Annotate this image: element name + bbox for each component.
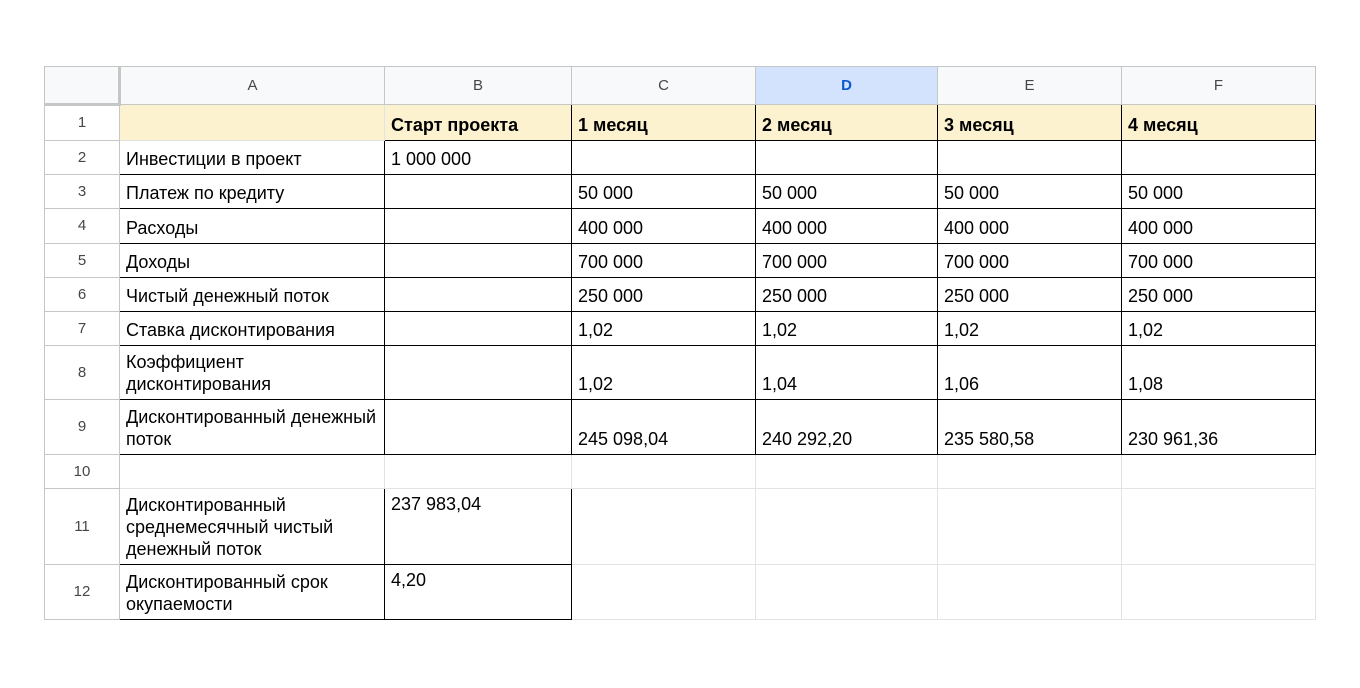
- column-header-b[interactable]: B: [385, 67, 572, 105]
- table-row: [45, 244, 1316, 278]
- cell-d2[interactable]: [756, 141, 938, 175]
- cell-b12[interactable]: 4,20: [385, 565, 572, 620]
- cell-e6[interactable]: 250 000: [938, 278, 1122, 312]
- cell-d7[interactable]: 1,02: [756, 312, 938, 346]
- cell-b6[interactable]: [385, 278, 572, 312]
- cell-e12[interactable]: [938, 565, 1122, 620]
- row-header[interactable]: 3: [45, 175, 120, 209]
- row-header[interactable]: 5: [45, 244, 120, 278]
- cell-d5[interactable]: 700 000: [756, 244, 938, 278]
- row-header[interactable]: 4: [45, 209, 120, 244]
- cell-a8[interactable]: Коэффициент дисконтирования: [120, 346, 385, 400]
- table-row: [45, 209, 1316, 244]
- cell-c12[interactable]: [572, 565, 756, 620]
- cell-a9[interactable]: Дисконтированный денежный поток: [120, 400, 385, 455]
- cell-d10[interactable]: [756, 455, 938, 489]
- cell-f12[interactable]: [1122, 565, 1316, 620]
- cell-d4[interactable]: 400 000: [756, 209, 938, 244]
- cell-c2[interactable]: [572, 141, 756, 175]
- cell-a6[interactable]: Чистый денежный поток: [120, 278, 385, 312]
- cell-b5[interactable]: [385, 244, 572, 278]
- cell-a10[interactable]: [120, 455, 385, 489]
- cell-c7[interactable]: 1,02: [572, 312, 756, 346]
- row-header[interactable]: 6: [45, 278, 120, 312]
- cell-e10[interactable]: [938, 455, 1122, 489]
- cell-f9[interactable]: 230 961,36: [1122, 400, 1316, 455]
- cell-b10[interactable]: [385, 455, 572, 489]
- cell-c5[interactable]: 700 000: [572, 244, 756, 278]
- cell-b4[interactable]: [385, 209, 572, 244]
- cell-e8[interactable]: 1,06: [938, 346, 1122, 400]
- cell-c6[interactable]: 250 000: [572, 278, 756, 312]
- table-row: [45, 141, 1316, 175]
- row-header[interactable]: 12: [45, 565, 120, 620]
- cell-c10[interactable]: [572, 455, 756, 489]
- cell-a1[interactable]: [120, 105, 385, 141]
- row-header[interactable]: 9: [45, 400, 120, 455]
- cell-a12[interactable]: Дисконтированный срок окупаемости: [120, 565, 385, 620]
- table-row: [45, 312, 1316, 346]
- cell-e2[interactable]: [938, 141, 1122, 175]
- column-header-a[interactable]: A: [120, 67, 385, 105]
- cell-e7[interactable]: 1,02: [938, 312, 1122, 346]
- cell-f3[interactable]: 50 000: [1122, 175, 1316, 209]
- cell-a5[interactable]: Доходы: [120, 244, 385, 278]
- cell-f10[interactable]: [1122, 455, 1316, 489]
- table-row: [45, 105, 1316, 141]
- cell-d6[interactable]: 250 000: [756, 278, 938, 312]
- cell-c8[interactable]: 1,02: [572, 346, 756, 400]
- column-header-e[interactable]: E: [938, 67, 1122, 105]
- table-row: [45, 400, 1316, 455]
- cell-b11[interactable]: 237 983,04: [385, 489, 572, 565]
- column-header-row: [45, 67, 1316, 105]
- column-header-c[interactable]: C: [572, 67, 756, 105]
- cell-b3[interactable]: [385, 175, 572, 209]
- cell-e5[interactable]: 700 000: [938, 244, 1122, 278]
- cell-b9[interactable]: [385, 400, 572, 455]
- cell-f6[interactable]: 250 000: [1122, 278, 1316, 312]
- row-header[interactable]: 8: [45, 346, 120, 400]
- column-header-d[interactable]: D: [756, 67, 938, 105]
- spreadsheet-grid: [44, 66, 1316, 620]
- cell-f5[interactable]: 700 000: [1122, 244, 1316, 278]
- cell-e4[interactable]: 400 000: [938, 209, 1122, 244]
- cell-f2[interactable]: [1122, 141, 1316, 175]
- cell-d3[interactable]: 50 000: [756, 175, 938, 209]
- cell-f8[interactable]: 1,08: [1122, 346, 1316, 400]
- table-row: [45, 455, 1316, 489]
- row-header[interactable]: 2: [45, 141, 120, 175]
- cell-b1[interactable]: Старт проекта: [385, 105, 572, 141]
- cell-d1[interactable]: 2 месяц: [756, 105, 938, 141]
- cell-c3[interactable]: 50 000: [572, 175, 756, 209]
- cell-d12[interactable]: [756, 565, 938, 620]
- cell-b8[interactable]: [385, 346, 572, 400]
- cell-a7[interactable]: Ставка дисконтирования: [120, 312, 385, 346]
- cell-d8[interactable]: 1,04: [756, 346, 938, 400]
- cell-d11[interactable]: [756, 489, 938, 565]
- row-header[interactable]: 11: [45, 489, 120, 565]
- cell-b2[interactable]: 1 000 000: [385, 141, 572, 175]
- cell-c4[interactable]: 400 000: [572, 209, 756, 244]
- cell-d9[interactable]: 240 292,20: [756, 400, 938, 455]
- table-row: [45, 346, 1316, 400]
- cell-f1[interactable]: 4 месяц: [1122, 105, 1316, 141]
- cell-c11[interactable]: [572, 489, 756, 565]
- cell-c1[interactable]: 1 месяц: [572, 105, 756, 141]
- table-row: [45, 278, 1316, 312]
- table-row: [45, 489, 1316, 565]
- cell-f7[interactable]: 1,02: [1122, 312, 1316, 346]
- cell-a2[interactable]: Инвестиции в проект: [120, 141, 385, 175]
- row-header[interactable]: 10: [45, 455, 120, 489]
- cell-f11[interactable]: [1122, 489, 1316, 565]
- cell-e3[interactable]: 50 000: [938, 175, 1122, 209]
- column-header-f[interactable]: F: [1122, 67, 1316, 105]
- cell-f4[interactable]: 400 000: [1122, 209, 1316, 244]
- cell-a3[interactable]: Платеж по кредиту: [120, 175, 385, 209]
- cell-c9[interactable]: 245 098,04: [572, 400, 756, 455]
- cell-a4[interactable]: Расходы: [120, 209, 385, 244]
- cell-e1[interactable]: 3 месяц: [938, 105, 1122, 141]
- table-row: [45, 565, 1316, 620]
- cell-a11[interactable]: Дисконтированный среднемесячный чистый денежный поток: [120, 489, 385, 565]
- cell-e11[interactable]: [938, 489, 1122, 565]
- row-header[interactable]: 1: [45, 105, 120, 141]
- cell-e9[interactable]: 235 580,58: [938, 400, 1122, 455]
- table-row: [45, 175, 1316, 209]
- row-header[interactable]: 7: [45, 312, 120, 346]
- cell-b7[interactable]: [385, 312, 572, 346]
- select-all-corner[interactable]: [45, 67, 120, 105]
